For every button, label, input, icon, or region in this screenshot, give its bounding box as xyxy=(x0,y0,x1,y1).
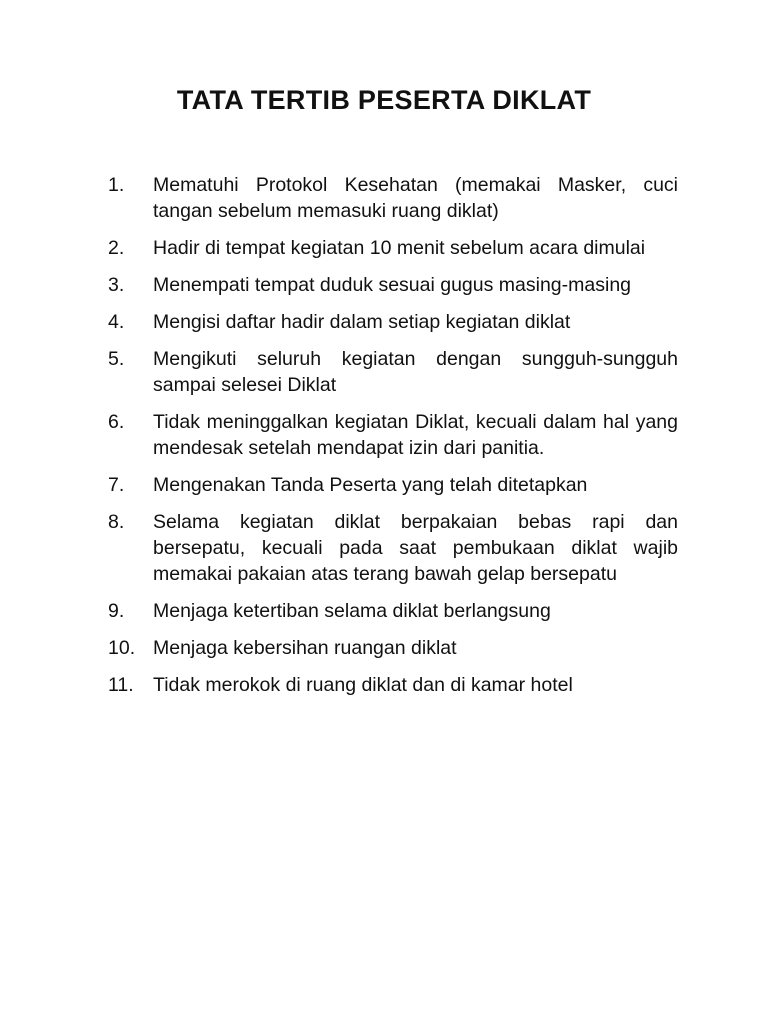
rule-item-7 xyxy=(108,472,678,498)
rule-text: Menempati tempat duduk sesuai gugus masing-masing xyxy=(153,274,632,296)
rule-item-4 xyxy=(108,309,678,335)
rule-text: Mengisi daftar hadir dalam setiap kegiatan diklat xyxy=(153,311,571,333)
rule-number: 3. xyxy=(108,274,125,296)
rule-number: 9. xyxy=(108,600,125,622)
rule-item-3 xyxy=(108,272,678,298)
rule-item-11 xyxy=(108,672,678,698)
rule-item-10 xyxy=(108,635,678,661)
rule-text: Menjaga kebersihan ruangan diklat xyxy=(153,637,457,659)
rule-text: Tidak merokok di ruang diklat dan di kamar hotel xyxy=(153,674,573,696)
rule-text: Mengikuti seluruh kegiatan dengan sungguh-sungguh sampai selesei Diklat xyxy=(153,348,678,396)
rule-text: Menjaga ketertiban selama diklat berlangsung xyxy=(153,600,551,622)
rule-text: Tidak meninggalkan kegiatan Diklat, kecuali dalam hal yang mendesak setelah mendapat izin dari panitia. xyxy=(153,411,678,459)
rule-number: 4. xyxy=(108,311,125,333)
rule-number: 10. xyxy=(108,637,136,659)
rule-item-1 xyxy=(108,172,678,224)
rule-text: Mematuhi Protokol Kesehatan (memakai Masker, cuci tangan sebelum memasuki ruang diklat) xyxy=(153,174,678,222)
rule-number: 5. xyxy=(108,348,125,370)
rule-number: 6. xyxy=(108,411,125,433)
rule-number: 11. xyxy=(108,674,134,696)
rule-item-6 xyxy=(108,409,678,461)
rule-item-8 xyxy=(108,509,678,587)
rule-item-2 xyxy=(108,235,678,261)
rule-text: Mengenakan Tanda Peserta yang telah ditetapkan xyxy=(153,474,588,496)
rule-item-9 xyxy=(108,598,678,624)
rule-item-5 xyxy=(108,346,678,398)
document-title: TATA TERTIB PESERTA DIKLAT xyxy=(176,85,592,115)
rule-number: 7. xyxy=(108,474,125,496)
rule-text: Selama kegiatan diklat berpakaian bebas rapi dan bersepatu, kecuali pada saat pembukaan diklat wajib memakai pakaian atas terang bawah gelap bersepatu xyxy=(153,511,678,585)
rule-number: 1. xyxy=(108,174,125,196)
rule-number: 8. xyxy=(108,511,125,533)
rules-list xyxy=(108,172,678,709)
rule-number: 2. xyxy=(108,237,125,259)
rule-text: Hadir di tempat kegiatan 10 menit sebelum acara dimulai xyxy=(153,237,646,259)
